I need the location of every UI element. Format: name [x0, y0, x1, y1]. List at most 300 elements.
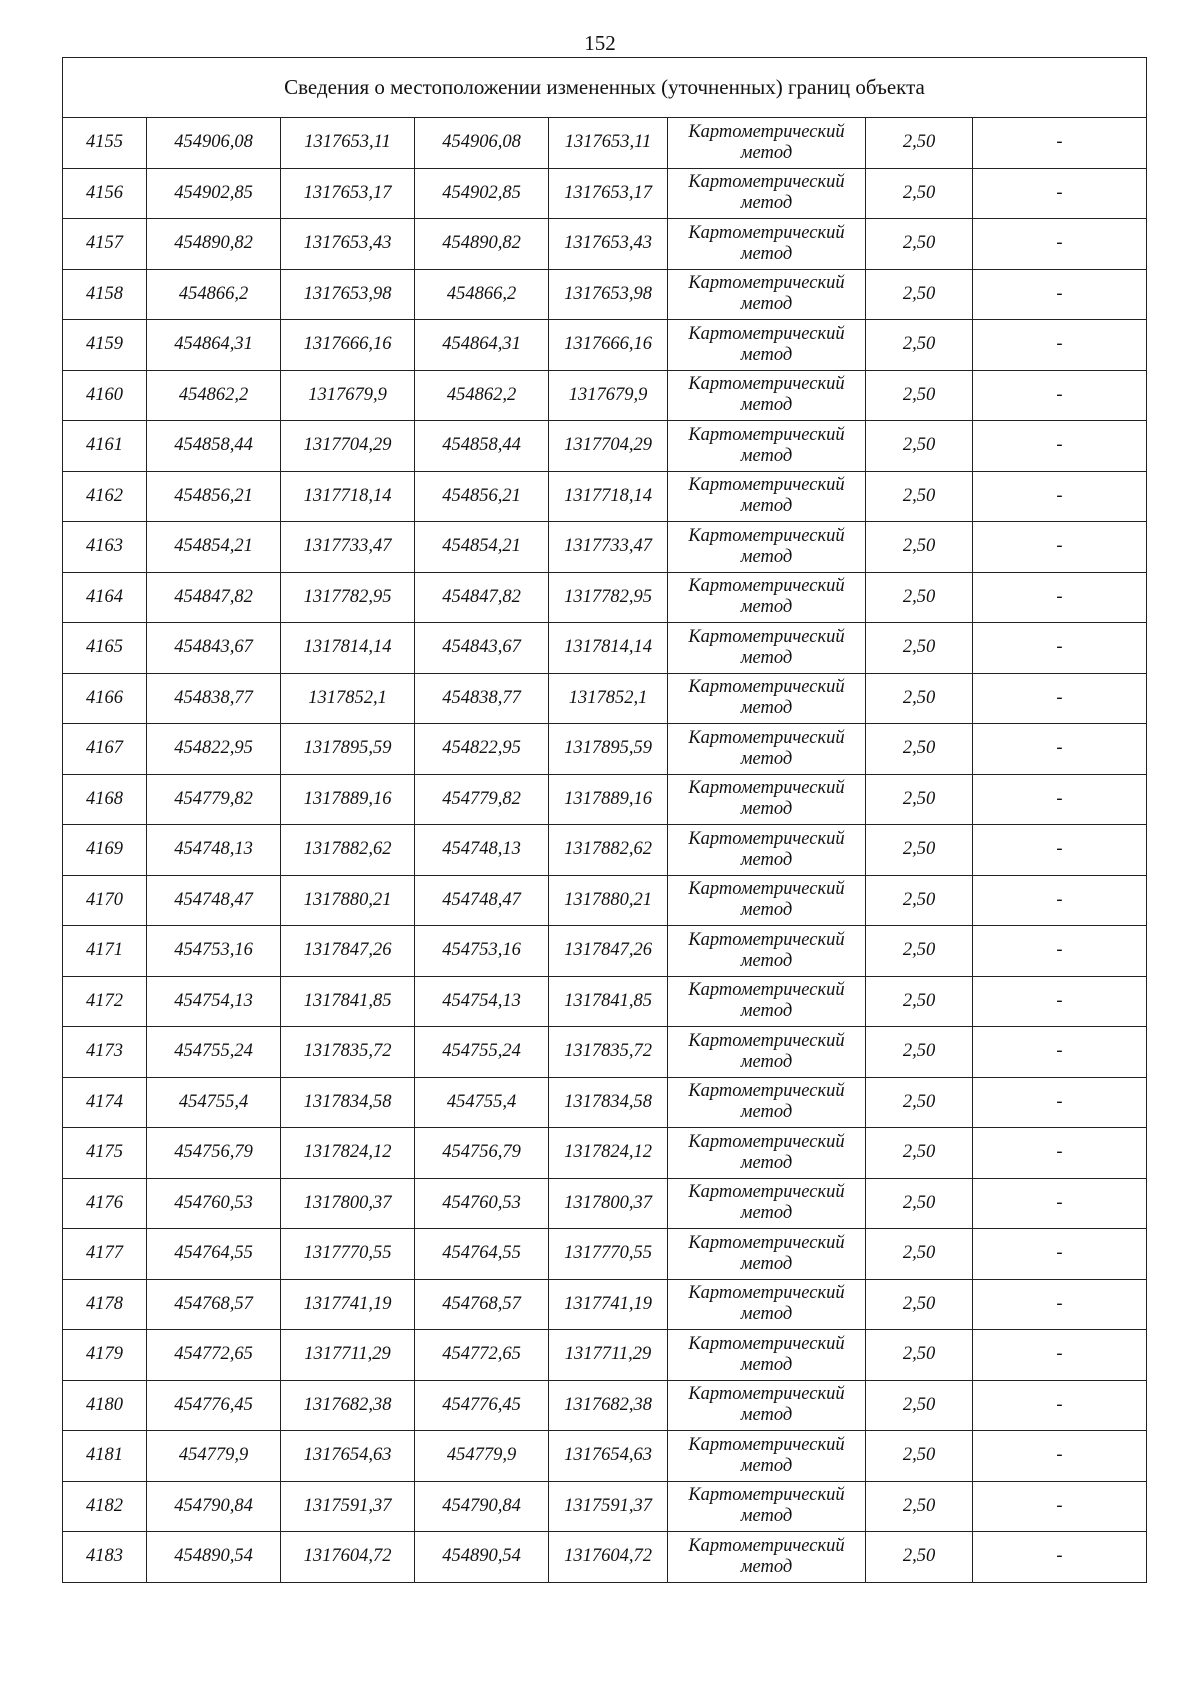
- y-old-cell: 1317653,98: [281, 269, 415, 320]
- x-new-cell: 454772,65: [415, 1330, 549, 1381]
- accuracy-cell: 2,50: [866, 1027, 973, 1078]
- note-cell: -: [973, 168, 1147, 219]
- method-line-2: метод: [740, 496, 793, 517]
- method-cell: [668, 1077, 866, 1128]
- y-old-cell: 1317835,72: [281, 1027, 415, 1078]
- table-row: [63, 976, 1147, 1027]
- note-cell: -: [973, 1532, 1147, 1583]
- accuracy-cell: 2,50: [866, 875, 973, 926]
- method-cell: [668, 825, 866, 876]
- method-cell: [668, 269, 866, 320]
- y-new-cell: 1317704,29: [549, 421, 668, 472]
- note-cell: -: [973, 421, 1147, 472]
- note-cell: -: [973, 623, 1147, 674]
- point-number-cell: 4163: [63, 522, 147, 573]
- page-number: 152: [584, 31, 616, 55]
- point-number-cell: 4179: [63, 1330, 147, 1381]
- x-old-cell: 454838,77: [147, 673, 281, 724]
- accuracy-cell: 2,50: [866, 471, 973, 522]
- x-old-cell: 454755,4: [147, 1077, 281, 1128]
- accuracy-cell: 2,50: [866, 926, 973, 977]
- note-cell: -: [973, 926, 1147, 977]
- method-cell: [668, 471, 866, 522]
- point-number-cell: 4172: [63, 976, 147, 1027]
- note-cell: -: [973, 1027, 1147, 1078]
- method-line-1: Картометрический: [688, 1333, 845, 1354]
- x-old-cell: 454862,2: [147, 370, 281, 421]
- point-number-cell: 4174: [63, 1077, 147, 1128]
- x-old-cell: 454890,54: [147, 1532, 281, 1583]
- note-cell: -: [973, 471, 1147, 522]
- x-old-cell: 454772,65: [147, 1330, 281, 1381]
- y-new-cell: 1317834,58: [549, 1077, 668, 1128]
- x-new-cell: 454902,85: [415, 168, 549, 219]
- method-line-2: метод: [740, 546, 793, 567]
- table-row: [63, 1128, 1147, 1179]
- method-line-2: метод: [740, 395, 793, 416]
- note-cell: -: [973, 522, 1147, 573]
- method-line-2: метод: [740, 647, 793, 668]
- note-cell: -: [973, 1077, 1147, 1128]
- x-new-cell: 454776,45: [415, 1380, 549, 1431]
- table-body: [63, 118, 1147, 1583]
- y-old-cell: 1317841,85: [281, 976, 415, 1027]
- method-line-1: Картометрический: [688, 323, 845, 344]
- y-new-cell: 1317654,63: [549, 1431, 668, 1482]
- y-new-cell: 1317679,9: [549, 370, 668, 421]
- accuracy-cell: 2,50: [866, 320, 973, 371]
- x-old-cell: 454755,24: [147, 1027, 281, 1078]
- method-line-2: метод: [740, 445, 793, 466]
- table-header-row: [63, 58, 1147, 118]
- point-number-cell: 4155: [63, 118, 147, 169]
- note-cell: -: [973, 1178, 1147, 1229]
- method-cell: [668, 168, 866, 219]
- accuracy-cell: 2,50: [866, 1279, 973, 1330]
- x-old-cell: 454858,44: [147, 421, 281, 472]
- accuracy-cell: 2,50: [866, 1178, 973, 1229]
- y-new-cell: 1317882,62: [549, 825, 668, 876]
- x-new-cell: 454858,44: [415, 421, 549, 472]
- x-new-cell: 454838,77: [415, 673, 549, 724]
- method-cell: [668, 1431, 866, 1482]
- method-line-2: метод: [740, 1556, 793, 1577]
- y-old-cell: 1317880,21: [281, 875, 415, 926]
- y-old-cell: 1317770,55: [281, 1229, 415, 1280]
- x-old-cell: 454779,9: [147, 1431, 281, 1482]
- method-line-1: Картометрический: [688, 1081, 845, 1102]
- y-old-cell: 1317679,9: [281, 370, 415, 421]
- y-new-cell: 1317895,59: [549, 724, 668, 775]
- method-line-1: Картометрический: [688, 626, 845, 647]
- point-number-cell: 4180: [63, 1380, 147, 1431]
- table-row: [63, 1027, 1147, 1078]
- method-cell: [668, 320, 866, 371]
- method-cell: [668, 572, 866, 623]
- y-new-cell: 1317880,21: [549, 875, 668, 926]
- point-number-cell: 4157: [63, 219, 147, 270]
- accuracy-cell: 2,50: [866, 168, 973, 219]
- table-row: [63, 623, 1147, 674]
- note-cell: -: [973, 269, 1147, 320]
- x-new-cell: 454790,84: [415, 1481, 549, 1532]
- y-old-cell: 1317741,19: [281, 1279, 415, 1330]
- table-row: [63, 825, 1147, 876]
- method-cell: [668, 118, 866, 169]
- x-old-cell: 454902,85: [147, 168, 281, 219]
- note-cell: -: [973, 118, 1147, 169]
- x-old-cell: 454760,53: [147, 1178, 281, 1229]
- method-line-1: Картометрический: [688, 424, 845, 445]
- method-line-2: метод: [740, 900, 793, 921]
- method-line-1: Картометрический: [688, 778, 845, 799]
- accuracy-cell: 2,50: [866, 269, 973, 320]
- accuracy-cell: 2,50: [866, 1229, 973, 1280]
- x-old-cell: 454748,13: [147, 825, 281, 876]
- y-new-cell: 1317666,16: [549, 320, 668, 371]
- y-old-cell: 1317814,14: [281, 623, 415, 674]
- method-cell: [668, 1229, 866, 1280]
- y-new-cell: 1317835,72: [549, 1027, 668, 1078]
- table-row: [63, 421, 1147, 472]
- method-cell: [668, 1481, 866, 1532]
- y-new-cell: 1317604,72: [549, 1532, 668, 1583]
- method-line-2: метод: [740, 597, 793, 618]
- method-line-1: Картометрический: [688, 1535, 845, 1556]
- method-line-2: метод: [740, 1152, 793, 1173]
- x-new-cell: 454779,9: [415, 1431, 549, 1482]
- method-line-2: метод: [740, 799, 793, 820]
- table-row: [63, 370, 1147, 421]
- method-line-1: Картометрический: [688, 828, 845, 849]
- x-new-cell: 454862,2: [415, 370, 549, 421]
- note-cell: -: [973, 673, 1147, 724]
- method-line-1: Картометрический: [688, 879, 845, 900]
- y-old-cell: 1317653,43: [281, 219, 415, 270]
- method-line-2: метод: [740, 193, 793, 214]
- method-cell: [668, 1380, 866, 1431]
- y-old-cell: 1317852,1: [281, 673, 415, 724]
- accuracy-cell: 2,50: [866, 522, 973, 573]
- x-new-cell: 454906,08: [415, 118, 549, 169]
- method-line-2: метод: [740, 950, 793, 971]
- x-old-cell: 454748,47: [147, 875, 281, 926]
- y-old-cell: 1317604,72: [281, 1532, 415, 1583]
- table-row: [63, 1380, 1147, 1431]
- y-new-cell: 1317770,55: [549, 1229, 668, 1280]
- y-new-cell: 1317782,95: [549, 572, 668, 623]
- method-cell: [668, 1532, 866, 1583]
- x-old-cell: 454847,82: [147, 572, 281, 623]
- method-line-1: Картометрический: [688, 121, 845, 142]
- method-cell: [668, 673, 866, 724]
- method-cell: [668, 875, 866, 926]
- accuracy-cell: 2,50: [866, 1128, 973, 1179]
- method-line-1: Картометрический: [688, 172, 845, 193]
- point-number-cell: 4177: [63, 1229, 147, 1280]
- accuracy-cell: 2,50: [866, 825, 973, 876]
- method-cell: [668, 1128, 866, 1179]
- x-new-cell: 454755,24: [415, 1027, 549, 1078]
- accuracy-cell: 2,50: [866, 421, 973, 472]
- table-row: [63, 1077, 1147, 1128]
- method-line-1: Картометрический: [688, 1485, 845, 1506]
- accuracy-cell: 2,50: [866, 976, 973, 1027]
- method-line-2: метод: [740, 243, 793, 264]
- point-number-cell: 4170: [63, 875, 147, 926]
- method-line-1: Картометрический: [688, 1283, 845, 1304]
- method-line-1: Картометрический: [688, 677, 845, 698]
- y-new-cell: 1317733,47: [549, 522, 668, 573]
- accuracy-cell: 2,50: [866, 1431, 973, 1482]
- y-new-cell: 1317841,85: [549, 976, 668, 1027]
- x-old-cell: 454843,67: [147, 623, 281, 674]
- y-old-cell: 1317889,16: [281, 774, 415, 825]
- y-old-cell: 1317591,37: [281, 1481, 415, 1532]
- x-old-cell: 454776,45: [147, 1380, 281, 1431]
- x-new-cell: 454843,67: [415, 623, 549, 674]
- point-number-cell: 4166: [63, 673, 147, 724]
- point-number-cell: 4162: [63, 471, 147, 522]
- y-old-cell: 1317782,95: [281, 572, 415, 623]
- accuracy-cell: 2,50: [866, 774, 973, 825]
- method-line-2: метод: [740, 1405, 793, 1426]
- y-new-cell: 1317814,14: [549, 623, 668, 674]
- method-line-1: Картометрический: [688, 929, 845, 950]
- table-row: [63, 875, 1147, 926]
- table-row: [63, 471, 1147, 522]
- x-new-cell: 454753,16: [415, 926, 549, 977]
- note-cell: -: [973, 1279, 1147, 1330]
- table-row: [63, 572, 1147, 623]
- point-number-cell: 4168: [63, 774, 147, 825]
- y-new-cell: 1317718,14: [549, 471, 668, 522]
- method-line-1: Картометрический: [688, 1384, 845, 1405]
- note-cell: -: [973, 1380, 1147, 1431]
- x-old-cell: 454890,82: [147, 219, 281, 270]
- accuracy-cell: 2,50: [866, 118, 973, 169]
- method-cell: [668, 774, 866, 825]
- point-number-cell: 4183: [63, 1532, 147, 1583]
- method-cell: [668, 1178, 866, 1229]
- note-cell: -: [973, 724, 1147, 775]
- table-row: [63, 219, 1147, 270]
- note-cell: -: [973, 370, 1147, 421]
- table-row: [63, 1481, 1147, 1532]
- y-old-cell: 1317882,62: [281, 825, 415, 876]
- note-cell: -: [973, 1330, 1147, 1381]
- method-line-2: метод: [740, 1304, 793, 1325]
- method-cell: [668, 724, 866, 775]
- method-line-1: Картометрический: [688, 273, 845, 294]
- x-old-cell: 454779,82: [147, 774, 281, 825]
- accuracy-cell: 2,50: [866, 623, 973, 674]
- method-line-1: Картометрический: [688, 1434, 845, 1455]
- x-old-cell: 454906,08: [147, 118, 281, 169]
- point-number-cell: 4159: [63, 320, 147, 371]
- y-new-cell: 1317653,11: [549, 118, 668, 169]
- coordinates-table: [62, 57, 1147, 1583]
- table-row: [63, 1229, 1147, 1280]
- point-number-cell: 4164: [63, 572, 147, 623]
- accuracy-cell: 2,50: [866, 1330, 973, 1381]
- method-line-2: метод: [740, 344, 793, 365]
- point-number-cell: 4169: [63, 825, 147, 876]
- x-new-cell: 454866,2: [415, 269, 549, 320]
- note-cell: -: [973, 1431, 1147, 1482]
- table-row: [63, 673, 1147, 724]
- x-old-cell: 454764,55: [147, 1229, 281, 1280]
- y-new-cell: 1317653,17: [549, 168, 668, 219]
- method-line-1: Картометрический: [688, 475, 845, 496]
- x-new-cell: 454748,47: [415, 875, 549, 926]
- method-cell: [668, 623, 866, 674]
- method-line-1: Картометрический: [688, 980, 845, 1001]
- x-new-cell: 454755,4: [415, 1077, 549, 1128]
- x-old-cell: 454866,2: [147, 269, 281, 320]
- table-title: Сведения о местоположении измененных (уточненных) границ объекта: [63, 58, 1147, 118]
- y-new-cell: 1317741,19: [549, 1279, 668, 1330]
- y-new-cell: 1317682,38: [549, 1380, 668, 1431]
- x-new-cell: 454768,57: [415, 1279, 549, 1330]
- table-row: [63, 118, 1147, 169]
- method-line-2: метод: [740, 142, 793, 163]
- y-new-cell: 1317852,1: [549, 673, 668, 724]
- x-old-cell: 454768,57: [147, 1279, 281, 1330]
- y-old-cell: 1317704,29: [281, 421, 415, 472]
- x-new-cell: 454856,21: [415, 471, 549, 522]
- accuracy-cell: 2,50: [866, 370, 973, 421]
- x-old-cell: 454790,84: [147, 1481, 281, 1532]
- x-new-cell: 454748,13: [415, 825, 549, 876]
- note-cell: -: [973, 1229, 1147, 1280]
- x-new-cell: 454760,53: [415, 1178, 549, 1229]
- point-number-cell: 4161: [63, 421, 147, 472]
- x-new-cell: 454854,21: [415, 522, 549, 573]
- table-row: [63, 1330, 1147, 1381]
- method-cell: [668, 219, 866, 270]
- point-number-cell: 4171: [63, 926, 147, 977]
- method-line-1: Картометрический: [688, 1182, 845, 1203]
- method-line-1: Картометрический: [688, 1030, 845, 1051]
- method-cell: [668, 1279, 866, 1330]
- method-line-2: метод: [740, 294, 793, 315]
- y-new-cell: 1317800,37: [549, 1178, 668, 1229]
- note-cell: -: [973, 320, 1147, 371]
- x-old-cell: 454822,95: [147, 724, 281, 775]
- x-old-cell: 454864,31: [147, 320, 281, 371]
- point-number-cell: 4156: [63, 168, 147, 219]
- accuracy-cell: 2,50: [866, 1532, 973, 1583]
- point-number-cell: 4158: [63, 269, 147, 320]
- accuracy-cell: 2,50: [866, 1380, 973, 1431]
- y-new-cell: 1317653,43: [549, 219, 668, 270]
- y-old-cell: 1317834,58: [281, 1077, 415, 1128]
- x-new-cell: 454890,82: [415, 219, 549, 270]
- point-number-cell: 4175: [63, 1128, 147, 1179]
- method-cell: [668, 976, 866, 1027]
- y-old-cell: 1317653,17: [281, 168, 415, 219]
- table-row: [63, 168, 1147, 219]
- x-new-cell: 454864,31: [415, 320, 549, 371]
- y-old-cell: 1317800,37: [281, 1178, 415, 1229]
- table-row: [63, 320, 1147, 371]
- y-new-cell: 1317653,98: [549, 269, 668, 320]
- y-old-cell: 1317847,26: [281, 926, 415, 977]
- accuracy-cell: 2,50: [866, 1481, 973, 1532]
- method-cell: [668, 522, 866, 573]
- note-cell: -: [973, 219, 1147, 270]
- x-new-cell: 454764,55: [415, 1229, 549, 1280]
- y-new-cell: 1317591,37: [549, 1481, 668, 1532]
- accuracy-cell: 2,50: [866, 673, 973, 724]
- table-row: [63, 1431, 1147, 1482]
- point-number-cell: 4176: [63, 1178, 147, 1229]
- point-number-cell: 4173: [63, 1027, 147, 1078]
- accuracy-cell: 2,50: [866, 219, 973, 270]
- method-line-1: Картометрический: [688, 222, 845, 243]
- method-line-1: Картометрический: [688, 1131, 845, 1152]
- method-cell: [668, 370, 866, 421]
- method-line-2: метод: [740, 1001, 793, 1022]
- x-old-cell: 454756,79: [147, 1128, 281, 1179]
- method-cell: [668, 1027, 866, 1078]
- method-cell: [668, 926, 866, 977]
- point-number-cell: 4167: [63, 724, 147, 775]
- y-old-cell: 1317653,11: [281, 118, 415, 169]
- y-new-cell: 1317824,12: [549, 1128, 668, 1179]
- y-old-cell: 1317666,16: [281, 320, 415, 371]
- method-line-2: метод: [740, 849, 793, 870]
- table-row: [63, 269, 1147, 320]
- y-new-cell: 1317711,29: [549, 1330, 668, 1381]
- x-new-cell: 454779,82: [415, 774, 549, 825]
- accuracy-cell: 2,50: [866, 572, 973, 623]
- x-old-cell: 454854,21: [147, 522, 281, 573]
- method-line-2: метод: [740, 1506, 793, 1527]
- table-row: [63, 1279, 1147, 1330]
- x-old-cell: 454753,16: [147, 926, 281, 977]
- note-cell: -: [973, 774, 1147, 825]
- method-line-2: метод: [740, 698, 793, 719]
- method-line-2: метод: [740, 1455, 793, 1476]
- y-old-cell: 1317733,47: [281, 522, 415, 573]
- method-line-2: метод: [740, 1253, 793, 1274]
- y-old-cell: 1317654,63: [281, 1431, 415, 1482]
- x-new-cell: 454890,54: [415, 1532, 549, 1583]
- note-cell: -: [973, 875, 1147, 926]
- method-line-1: Картометрический: [688, 525, 845, 546]
- point-number-cell: 4182: [63, 1481, 147, 1532]
- method-line-1: Картометрический: [688, 374, 845, 395]
- method-line-2: метод: [740, 1051, 793, 1072]
- y-old-cell: 1317682,38: [281, 1380, 415, 1431]
- x-new-cell: 454847,82: [415, 572, 549, 623]
- point-number-cell: 4160: [63, 370, 147, 421]
- method-line-2: метод: [740, 1203, 793, 1224]
- note-cell: -: [973, 1128, 1147, 1179]
- method-line-2: метод: [740, 1102, 793, 1123]
- table-row: [63, 926, 1147, 977]
- point-number-cell: 4165: [63, 623, 147, 674]
- method-cell: [668, 1330, 866, 1381]
- point-number-cell: 4181: [63, 1431, 147, 1482]
- method-line-2: метод: [740, 748, 793, 769]
- accuracy-cell: 2,50: [866, 1077, 973, 1128]
- accuracy-cell: 2,50: [866, 724, 973, 775]
- method-line-1: Картометрический: [688, 727, 845, 748]
- y-new-cell: 1317847,26: [549, 926, 668, 977]
